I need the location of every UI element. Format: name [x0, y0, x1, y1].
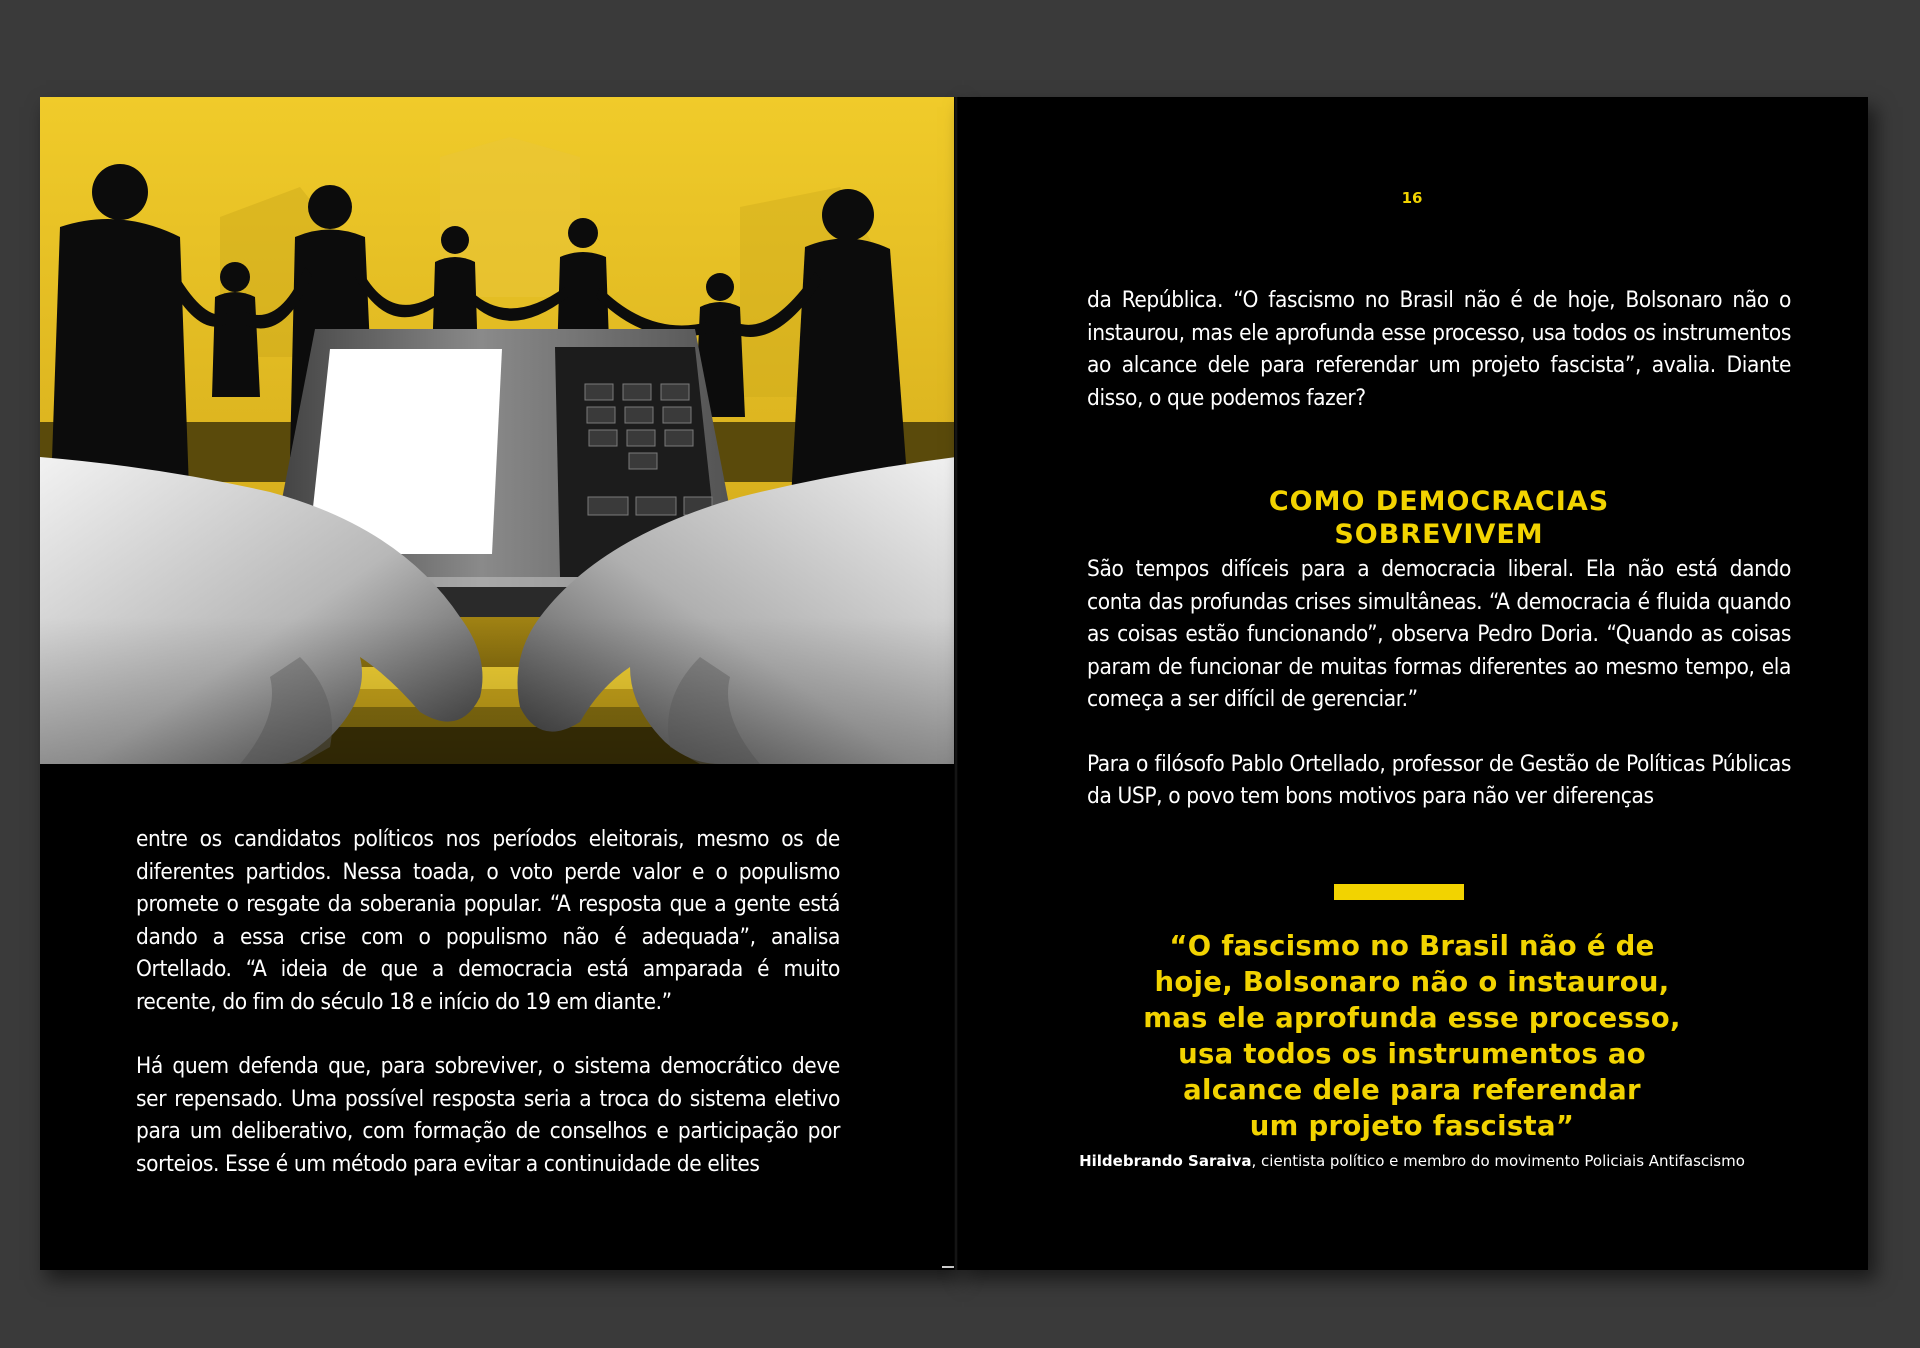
pull-quote-line: hoje, Bolsonaro não o instaurou,	[1154, 966, 1670, 998]
magazine-spread	[40, 97, 1868, 1270]
right-paragraph-1: São tempos difíceis para a democracia liberal. Ela não está dando conta das profundas crises simultâneas. “A democracia é fluida quando as coisas estão funcionando”, observa Pedro Doria. “Quando as coisas param de funcionar de muitas formas diferentes ao mesmo tempo, ela começa a ser difícil de gerenciar.”	[1087, 556, 1791, 712]
right-page	[956, 97, 1868, 1270]
right-intro-text	[1087, 284, 1791, 446]
right-paragraph-2: Para o filósofo Pablo Ortellado, professor de Gestão de Políticas Públicas da USP, o povo tem bons motivos para não ver diferenças	[1087, 750, 1791, 809]
pull-quote-line: alcance dele para referendar	[1183, 1074, 1641, 1106]
pull-quote-line: mas ele aprofunda esse processo,	[1143, 1002, 1681, 1034]
quote-divider-bar	[1334, 884, 1464, 900]
right-body-text	[1087, 553, 1791, 845]
left-body-text	[136, 823, 840, 1212]
pull-quote-line: usa todos os instrumentos ao	[1178, 1038, 1646, 1070]
pull-quote	[1042, 928, 1782, 1144]
quote-attribution	[1016, 1152, 1808, 1170]
pull-quote-line: um projeto fascista”	[1249, 1110, 1575, 1142]
section-heading-line: SOBREVIVEM	[1334, 519, 1544, 550]
left-paragraph-2: Há quem defenda que, para sobreviver, o sistema democrático deve ser repensado. Uma possível resposta seria a troca do sistema eletivo para um deliberativo, com formação de conselhos e participação por sorteios. Esse é um método para evitar a continuidade de elites	[136, 1053, 840, 1177]
section-heading	[1087, 485, 1791, 551]
left-paragraph-1: entre os candidatos políticos nos períodos eleitorais, mesmo os de diferentes partidos. Nessa toada, o voto perde valor e o populismo promete o resgate da soberania popular. “A resposta que a gente está dando a essa crise com o populismo não é adequada”, analisa Ortellado. “A ideia de que a democracia está amparada é muito recente, do fim do século 18 e início do 19 em diante.”	[136, 826, 840, 1015]
left-page	[40, 97, 956, 1270]
section-heading-line: COMO DEMOCRACIAS	[1268, 486, 1610, 517]
spread-gutter	[954, 97, 958, 1270]
attribution-name: Hildebrando Saraiva	[1079, 1152, 1252, 1170]
right-intro-paragraph: da República. “O fascismo no Brasil não é de hoje, Bolsonaro não o instaurou, mas ele aprofunda esse processo, usa todos os instrumentos ao alcance dele para referendar um projeto fascista”, avalia. Diante disso, o que podemos fazer?	[1087, 287, 1791, 411]
voting-machine-illustration	[40, 97, 956, 764]
pull-quote-line: “O fascismo no Brasil não é de	[1169, 930, 1655, 962]
page-edge-mark	[942, 1266, 954, 1268]
attribution-role: , cientista político e membro do movimento Policiais Antifascismo	[1251, 1152, 1745, 1170]
page-number: 16	[1401, 189, 1423, 207]
